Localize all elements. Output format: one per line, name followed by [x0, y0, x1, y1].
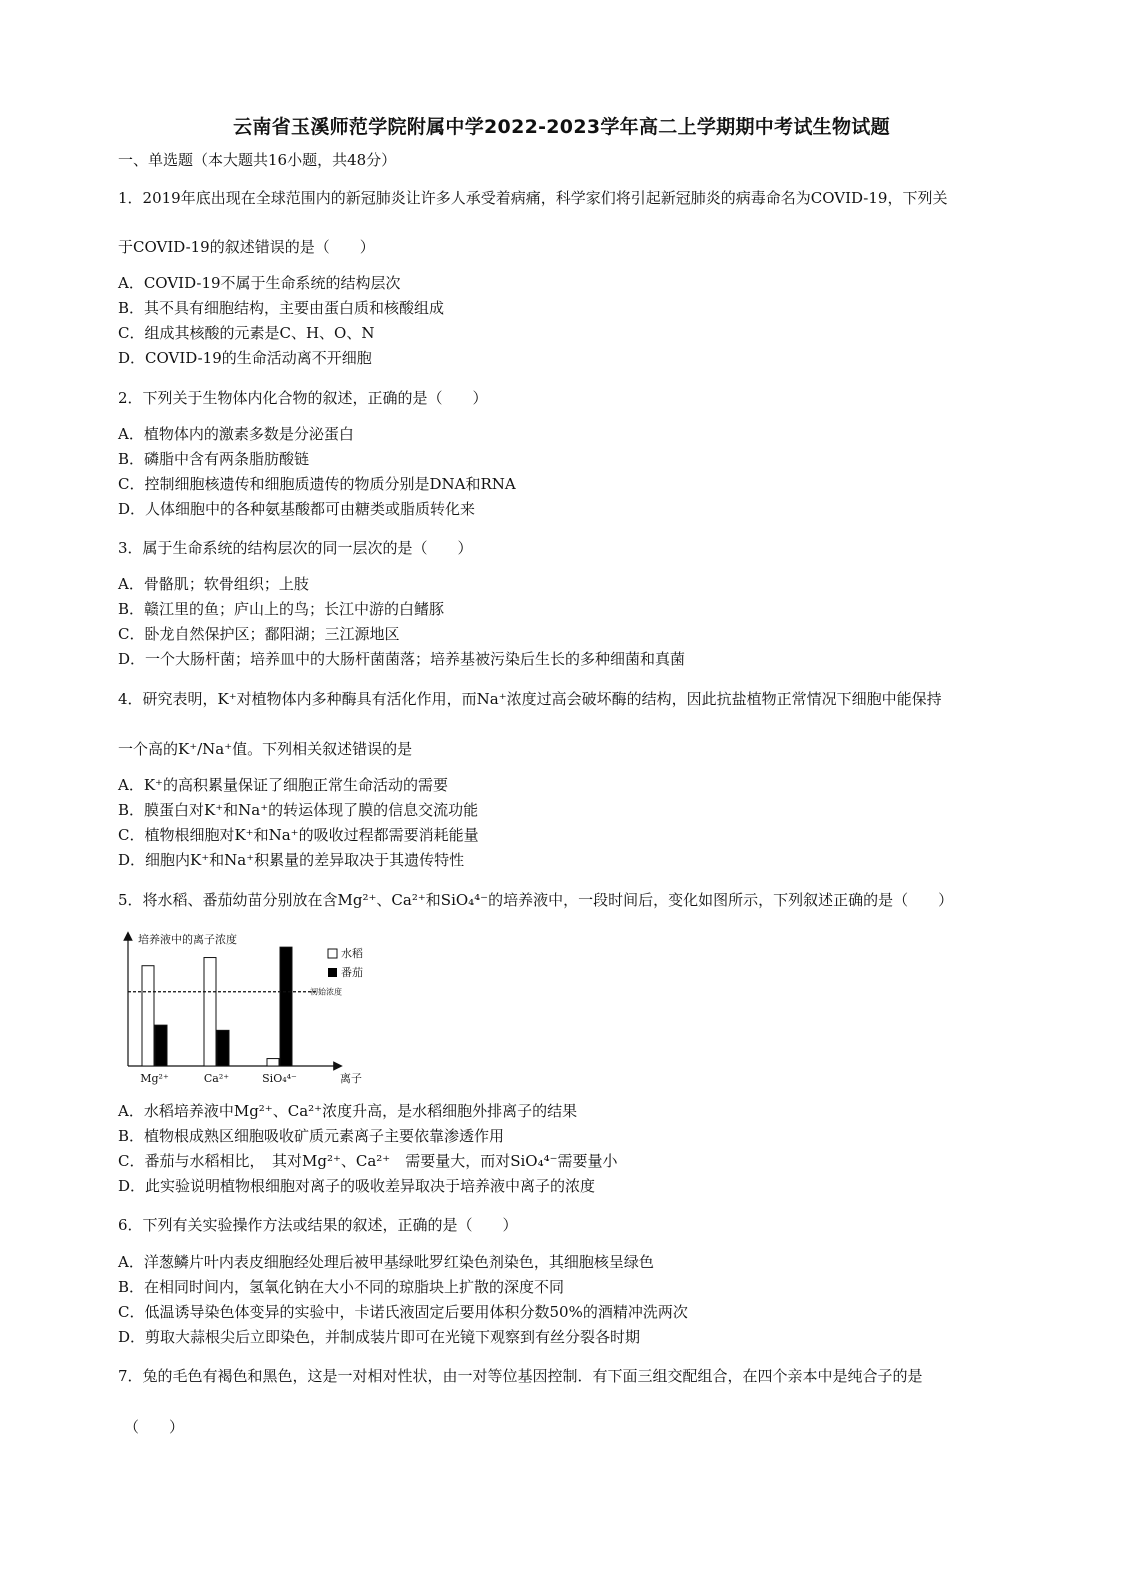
question-3-text: 3．属于生命系统的结构层次的同一层次的是（ ） — [118, 539, 473, 557]
question-2-text: 2．下列关于生物体内化合物的叙述，正确的是（ ） — [118, 389, 488, 407]
question-7-text-line2: （ ） — [124, 1418, 185, 1436]
bar-rice-2 — [204, 958, 216, 1066]
question-1-text-line1: 1．2019年底出现在全球范围内的新冠肺炎让许多人承受着病痛，科学家们将引起新冠肺炎的病毒命名为COVID-19，下列关 — [118, 189, 948, 207]
legend-label-tomato: 番茄 — [341, 966, 363, 979]
question-2-option-a: A．植物体内的激素多数是分泌蛋白 — [118, 425, 354, 443]
question-1-option-b: B．其不具有细胞结构，主要由蛋白质和核酸组成 — [118, 299, 445, 317]
page-title: 云南省玉溪师范学院附属中学2022-2023学年高二上学期期中考试生物试题 — [233, 116, 890, 138]
question-3-option-b: B．赣江里的鱼；庐山上的鸟；长江中游的白鳍豚 — [118, 600, 445, 618]
x-tick-label: Mg²⁺ — [140, 1072, 169, 1085]
question-1-option-d: D．COVID-19的生命活动离不开细胞 — [118, 349, 372, 367]
question-2-option-d: D．人体细胞中的各种氨基酸都可由糖类或脂质转化来 — [118, 500, 476, 518]
question-5-option-c: C．番茄与水稻相比， 其对Mg²⁺、Ca²⁺ 需要量大，而对SiO₄⁴⁻需要量小 — [118, 1152, 618, 1170]
question-2-option-c: C．控制细胞核遗传和细胞质遗传的物质分别是DNA和RNA — [118, 475, 516, 493]
question-5-option-a: A．水稻培养液中Mg²⁺、Ca²⁺浓度升高，是水稻细胞外排离子的结果 — [118, 1102, 578, 1120]
question-2-option-b: B．磷脂中含有两条脂肪酸链 — [118, 450, 310, 468]
legend-swatch-rice — [328, 949, 337, 958]
question-4-option-a: A．K⁺的高积累量保证了细胞正常生命活动的需要 — [118, 776, 448, 794]
section-heading: 一、单选题（本大题共16小题，共48分） — [118, 151, 397, 169]
question-3-option-a: A．骨骼肌；软骨组织；上肢 — [118, 575, 309, 593]
question-5-option-d: D．此实验说明植物根细胞对离子的吸收差异取决于培养液中离子的浓度 — [118, 1177, 596, 1195]
bar-tomato-1 — [155, 1025, 167, 1066]
question-6-text: 6．下列有关实验操作方法或结果的叙述，正确的是（ ） — [118, 1216, 518, 1234]
legend-swatch-tomato — [328, 968, 337, 977]
question-4-option-c: C．植物根细胞对K⁺和Na⁺的吸收过程都需要消耗能量 — [118, 826, 479, 844]
bar-rice-1 — [142, 966, 154, 1066]
question-3-option-c: C．卧龙自然保护区；鄱阳湖；三江源地区 — [118, 625, 400, 643]
initial-concentration-label: 初始浓度 — [310, 987, 342, 997]
question-1-text-line2: 于COVID-19的叙述错误的是（ ） — [118, 238, 375, 256]
question-7-text-line1: 7．兔的毛色有褐色和黑色，这是一对相对性状，由一对等位基因控制．有下面三组交配组合，在四个亲本中是纯合子的是 — [118, 1367, 923, 1385]
bar-tomato-2 — [217, 1030, 229, 1066]
question-5-option-b: B．植物根成熟区细胞吸收矿质元素离子主要依靠渗透作用 — [118, 1127, 505, 1145]
question-3-option-d: D．一个大肠杆菌；培养皿中的大肠杆菌菌落；培养基被污染后生长的多种细菌和真菌 — [118, 650, 686, 668]
question-5-text: 5．将水稻、番茄幼苗分别放在含Mg²⁺、Ca²⁺和SiO₄⁴⁻的培养液中，一段时间后，变化如图所示，下列叙述正确的是（ ） — [118, 891, 954, 909]
bar-rice-3 — [267, 1059, 279, 1066]
bar-tomato-3 — [280, 947, 292, 1066]
question-4-text-line1: 4．研究表明，K⁺对植物体内多种酶具有活化作用，而Na⁺浓度过高会破坏酶的结构，因此抗盐植物正常情况下细胞中能保持 — [118, 690, 942, 708]
legend-label-rice: 水稻 — [341, 947, 363, 960]
question-6-option-a: A．洋葱鳞片叶内表皮细胞经处理后被甲基绿吡罗红染色剂染色，其细胞核呈绿色 — [118, 1253, 654, 1271]
question-6-option-c: C．低温诱导染色体变异的实验中，卡诺氏液固定后要用体积分数50%的酒精冲洗两次 — [118, 1303, 688, 1321]
question-4-option-b: B．膜蛋白对K⁺和Na⁺的转运体现了膜的信息交流功能 — [118, 801, 479, 819]
x-tick-label: SiO₄⁴⁻ — [262, 1072, 297, 1085]
ion-concentration-chart — [118, 930, 388, 1095]
question-1-option-a: A．COVID-19不属于生命系统的结构层次 — [118, 274, 401, 292]
question-6-option-b: B．在相同时间内，氢氧化钠在大小不同的琼脂块上扩散的深度不同 — [118, 1278, 565, 1296]
y-axis-label: 培养液中的离子浓度 — [138, 933, 237, 946]
question-4-text-line2: 一个高的K⁺/Na⁺值。下列相关叙述错误的是 — [118, 740, 413, 758]
x-axis-label: 离子 — [340, 1072, 362, 1085]
question-1-option-c: C．组成其核酸的元素是C、H、O、N — [118, 324, 375, 342]
question-6-option-d: D．剪取大蒜根尖后立即染色，并制成装片即可在光镜下观察到有丝分裂各时期 — [118, 1328, 641, 1346]
question-4-option-d: D．细胞内K⁺和Na⁺积累量的差异取决于其遗传特性 — [118, 851, 465, 869]
x-tick-label: Ca²⁺ — [203, 1072, 230, 1085]
